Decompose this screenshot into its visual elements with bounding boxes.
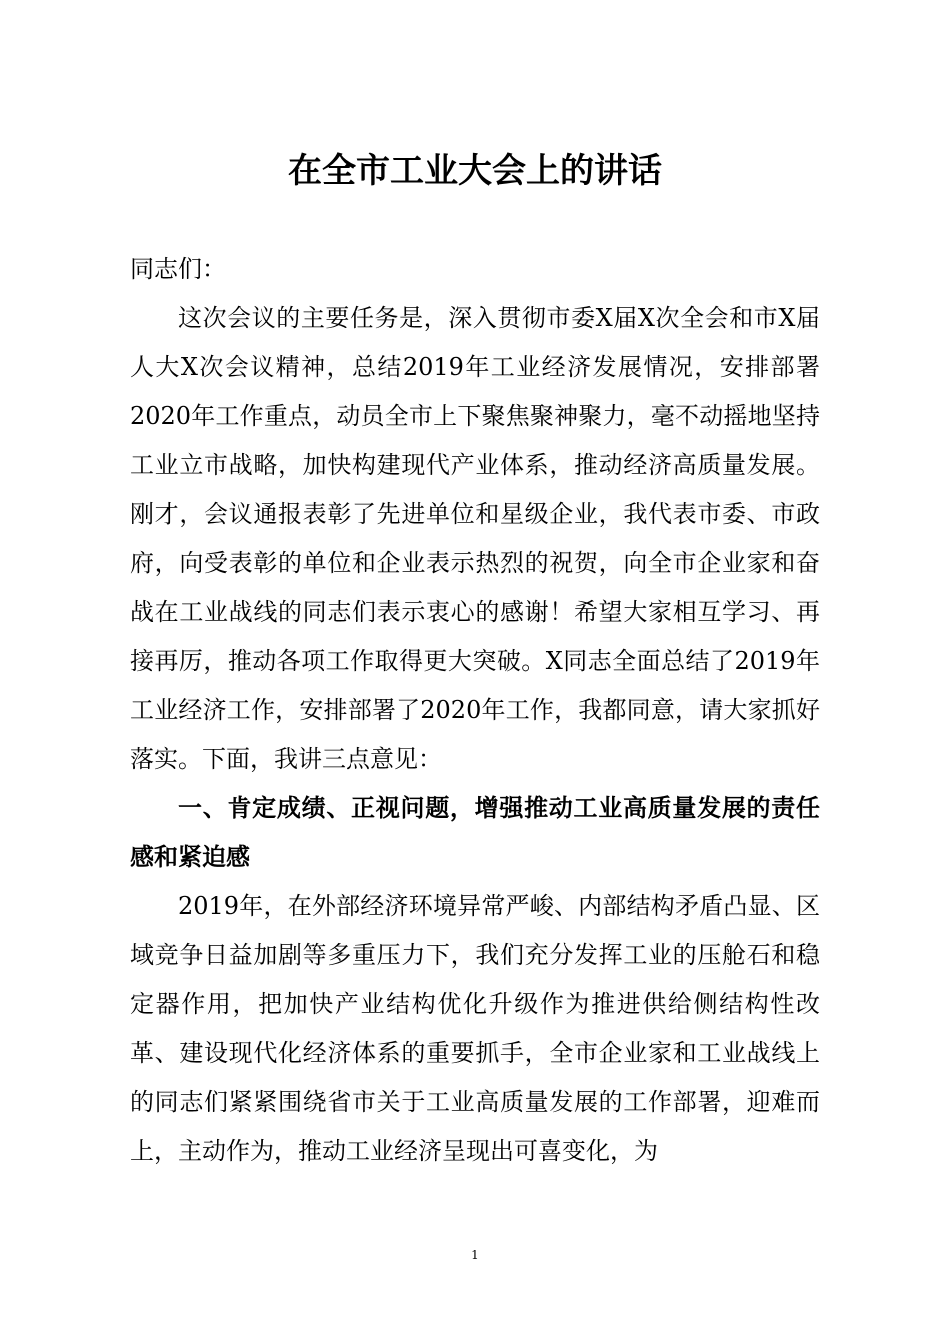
page-number: 1 <box>471 1248 479 1262</box>
salutation: 同志们： <box>130 255 226 283</box>
document-body <box>130 245 820 1176</box>
section-heading-1: 一、肯定成绩、正视问题，增强推动工业高质量发展的责任感和紧迫感 <box>130 794 820 871</box>
document-title: 在全市工业大会上的讲话 <box>288 151 662 191</box>
section-1-paragraph: 2019年，在外部经济环境异常严峻、内部结构矛盾凸显、区域竞争日益加剧等多重压力下，我们充分发挥工业的压舱石和稳定器作用，把加快产业结构优化升级作为推进供给侧结构性改革、建设现代化经济体系的重要抓手，全市企业家和工业战线上的同志们紧紧围绕省市关于工业高质量发展的工作部署，迎难而上，主动作为，推动工业经济呈现出可喜变化，为 <box>130 892 820 1165</box>
intro-paragraph: 这次会议的主要任务是，深入贯彻市委X届X次全会和市X届人大X次会议精神，总结2019年工业经济发展情况，安排部署2020年工作重点，动员全市上下聚焦聚神聚力，毫不动摇地坚持工业立市战略，加快构建现代产业体系，推动经济高质量发展。刚才，会议通报表彰了先进单位和星级企业，我代表市委、市政府，向受表彰的单位和企业表示热烈的祝贺，向全市企业家和奋战在工业战线的同志们表示衷心的感谢！希望大家相互学习、再接再厉，推动各项工作取得更大突破。X同志全面总结了2019年工业经济工作，安排部署了2020年工作，我都同意，请大家抓好落实。下面，我讲三点意见： <box>130 304 820 773</box>
